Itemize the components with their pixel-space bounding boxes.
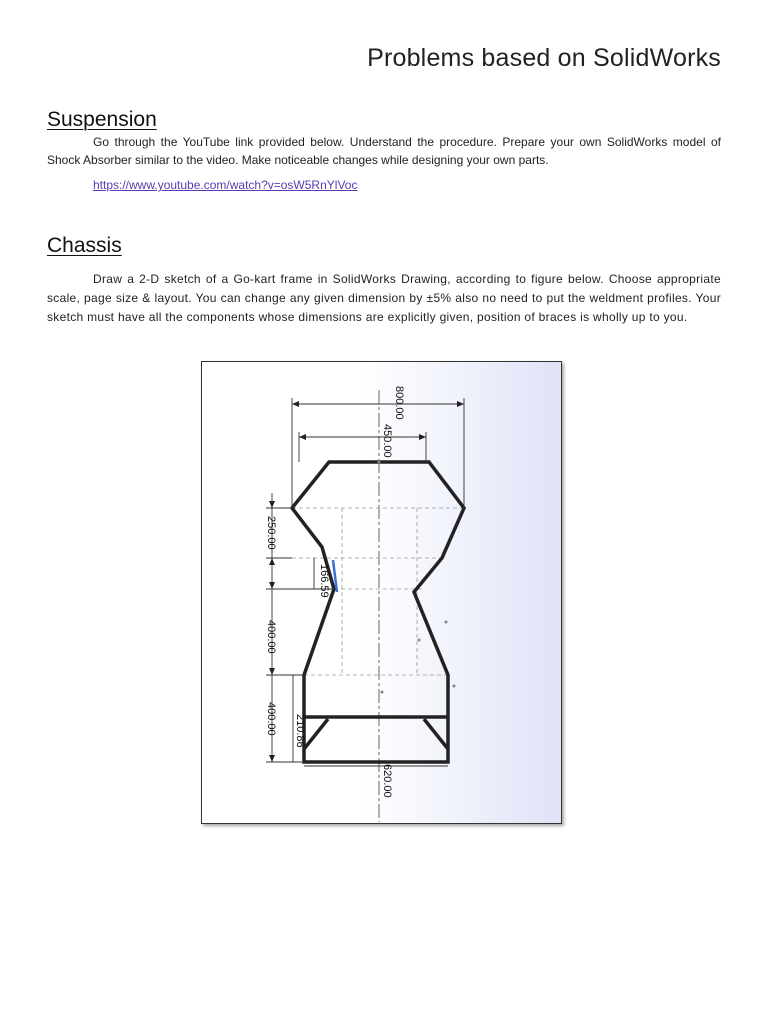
- dim-250: 250.00: [265, 516, 277, 550]
- gokart-frame-drawing: [202, 362, 561, 823]
- suspension-heading: Suspension: [47, 108, 157, 131]
- page-title: Problems based on SolidWorks: [367, 44, 721, 72]
- suspension-paragraph: [47, 133, 721, 169]
- dim-400-b: 400.00: [265, 702, 277, 736]
- chassis-heading: Chassis: [47, 234, 122, 257]
- dimension-annotations: [265, 386, 464, 798]
- youtube-link[interactable]: https://www.youtube.com/watch?v=osW5RnYlVoc: [93, 178, 358, 192]
- dim-800: 800.00: [393, 386, 405, 420]
- sketch-points: [378, 461, 456, 694]
- dim-210: 210.86: [294, 714, 306, 748]
- chassis-paragraph: [47, 270, 721, 327]
- gokart-frame-figure: [201, 361, 562, 824]
- kart-frame: [292, 462, 464, 762]
- dim-450: 450.00: [381, 424, 393, 458]
- dim-400-a: 400.00: [265, 620, 277, 654]
- dim-620: 620.00: [381, 764, 393, 798]
- suspension-paragraph-text: Go through the YouTube link provided below. Understand the procedure. Prepare your own SolidWorks model of Shock Absorber similar to the video. Make noticeable changes while designing your own parts.: [47, 135, 721, 167]
- dim-166: 166.59: [318, 564, 330, 598]
- chassis-paragraph-text: Draw a 2-D sketch of a Go-kart frame in SolidWorks Drawing, according to figure below. Choose appropriate scale, page size & layout. You can change any given dimension by ±5% also no need to put the weldment profiles. Your sketch must have all the components whose dimensions are explicitly given, position of braces is wholly up to you.: [47, 272, 721, 324]
